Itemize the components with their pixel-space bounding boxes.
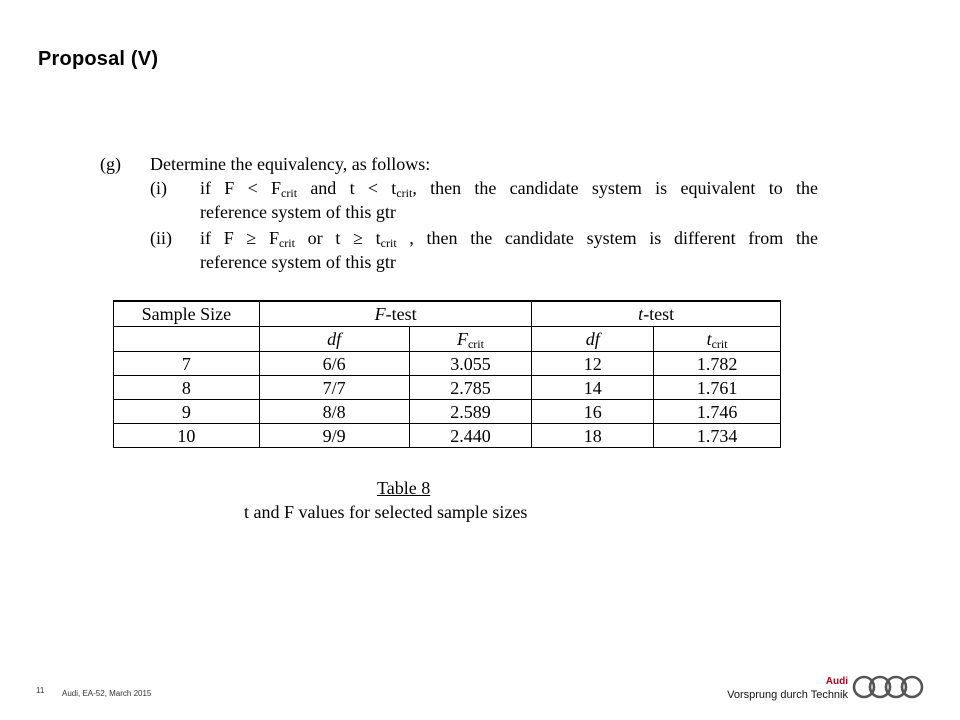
page-number: 11 (36, 686, 45, 695)
cell-fcrit: 2.589 (409, 400, 532, 424)
subheader-df-f: df (259, 327, 409, 352)
cell-sample-size: 10 (114, 424, 260, 448)
cell-df-f: 8/8 (259, 400, 409, 424)
criteria-item-line1: if $F \ge F_{crit}$ or $t \ge t_{crit}$ , then the candidate system is different from the (200, 228, 818, 250)
cell-fcrit: 2.785 (409, 376, 532, 400)
cell-df-t: 12 (532, 352, 654, 376)
cell-tcrit: 1.782 (654, 352, 781, 376)
cell-sample-size: 7 (114, 352, 260, 376)
cell-tcrit: 1.734 (654, 424, 781, 448)
criteria-label-g: (g) (100, 154, 121, 174)
cell-tcrit: 1.746 (654, 400, 781, 424)
table-caption-title: Table 8 (377, 478, 431, 498)
brand-tagline: Vorsprung durch Technik (727, 689, 848, 701)
subheader-df-t: df (532, 327, 654, 352)
brand-block (716, 676, 848, 702)
table-caption-subtitle: t and F values for selected sample sizes (244, 502, 528, 522)
header-sample-size: Sample Size (114, 301, 260, 327)
header-t-test: t-test (532, 301, 781, 327)
page-title: Proposal (V) (38, 48, 159, 70)
criteria-item-line2: reference system of this gtr (200, 202, 396, 222)
table-subheader-row (114, 327, 781, 352)
criteria-item-label: (ii) (150, 228, 172, 248)
criteria-item-i (100, 176, 818, 200)
header-f-test: F-test (259, 301, 532, 327)
table-header-row (114, 301, 781, 327)
criteria-item-line1: if $F < F_{crit}$ and $t < t_{crit}$, then the candidate system is equivalent to the (200, 178, 818, 200)
cell-df-t: 18 (532, 424, 654, 448)
cell-df-f: 6/6 (259, 352, 409, 376)
criteria-item-i-cont (100, 200, 818, 224)
cell-df-f: 7/7 (259, 376, 409, 400)
criteria-intro: Determine the equivalency, as follows: (150, 154, 431, 174)
equivalency-criteria (100, 152, 818, 274)
cell-sample-size: 9 (114, 400, 260, 424)
cell-fcrit: 3.055 (409, 352, 532, 376)
table-row (114, 424, 781, 448)
criteria-intro-row (100, 152, 818, 176)
cell-df-t: 14 (532, 376, 654, 400)
subheader-fcrit: $F_{crit}$ (409, 327, 532, 352)
audi-rings-logo (852, 674, 926, 700)
cell-fcrit: 2.440 (409, 424, 532, 448)
criteria-item-line2: reference system of this gtr (200, 252, 396, 272)
criteria-item-ii (100, 226, 818, 250)
footer-source: Audi, EA-52, March 2015 (62, 689, 152, 698)
sample-size-table (113, 300, 781, 448)
cell-sample-size: 8 (114, 376, 260, 400)
table-row (114, 352, 781, 376)
subheader-empty (114, 327, 260, 352)
cell-tcrit: 1.761 (654, 376, 781, 400)
table-row (114, 376, 781, 400)
criteria-item-label: (i) (150, 178, 167, 198)
brand-name: Audi (825, 676, 848, 687)
cell-df-f: 9/9 (259, 424, 409, 448)
criteria-item-ii-cont (100, 250, 818, 274)
subheader-tcrit: $t_{crit}$ (654, 327, 781, 352)
table-row (114, 400, 781, 424)
cell-df-t: 16 (532, 400, 654, 424)
